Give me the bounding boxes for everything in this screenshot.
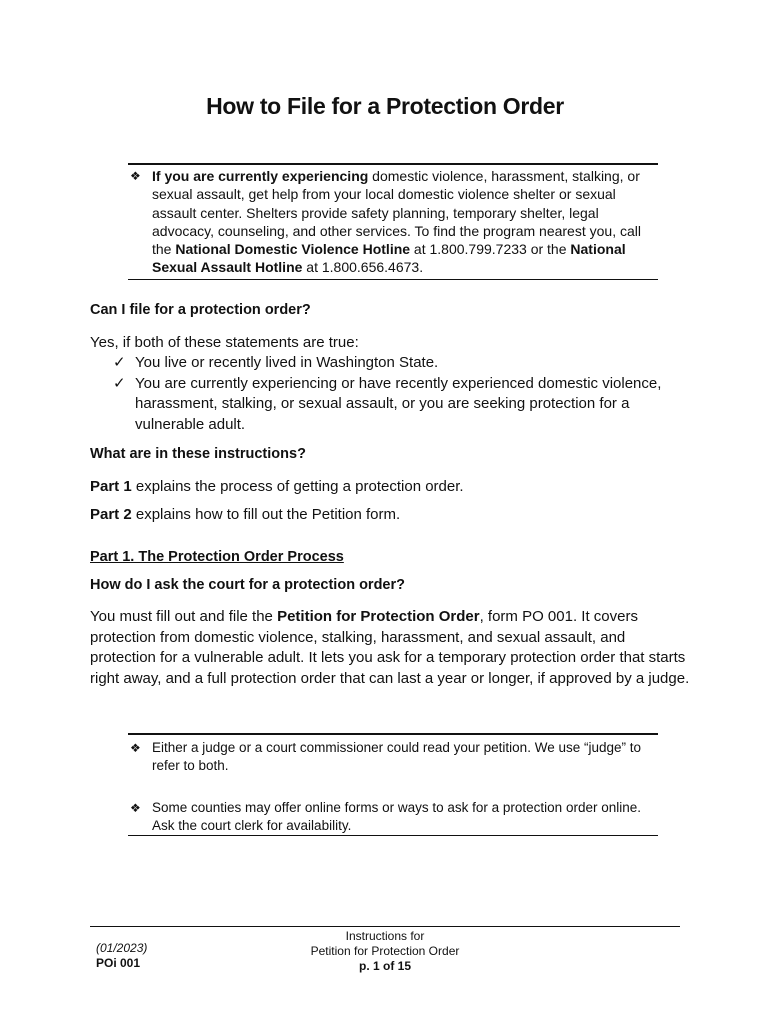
form-code: POi 001 xyxy=(96,956,141,970)
dv-hotline-name: National Domestic Violence Hotline xyxy=(175,241,411,258)
diamond-bullet-icon: ❖ xyxy=(130,169,141,183)
part1-summary xyxy=(90,477,690,498)
note-text: Either a judge or a court commissioner could read your petition. We use “judge” to refer to both. xyxy=(152,740,641,773)
eligibility-intro: Yes, if both of these statements are true: xyxy=(90,334,359,351)
page-title: How to File for a Protection Order xyxy=(206,93,564,119)
callout-text xyxy=(152,167,652,277)
checklist-item xyxy=(113,374,693,436)
callout-text-3: at 1.800.656.4673. xyxy=(302,259,424,276)
hotline-callout xyxy=(128,163,658,280)
petition-text-2: , form PO 001. It covers protection from domestic violence, stalking, harassment, and sexual assault, and protection for a vulnerable adult. It lets you ask for a temporary protection order that starts right away, and a full protection order that can last a year or longer, if approved by a judge. xyxy=(90,608,690,687)
instructions-heading: What are in these instructions? xyxy=(90,446,306,462)
footer-line-2: Petition for Protection Order xyxy=(310,944,460,958)
note-bullet xyxy=(128,799,658,835)
footer-center xyxy=(285,929,485,974)
petition-text-1: You must fill out and file the xyxy=(90,608,278,625)
page-number: p. 1 of 15 xyxy=(358,959,411,973)
part2-label: Part 2 xyxy=(90,506,132,523)
footer-divider xyxy=(90,926,680,927)
callout-text-1: domestic violence, harassment, stalking, or sexual assault, get help from your local domestic violence shelter or sexual assault center. Shelters provide safety planning, temporary shelter, legal advocacy, counseling, and other services. To find the program nearest you, call the xyxy=(152,168,641,258)
callout-lead: If you are currently experiencing xyxy=(152,168,369,184)
note-text: Some counties may offer online forms or ways to ask for a protection order online. Ask the court clerk for availability. xyxy=(152,800,641,833)
callout-text-2: at 1.800.799.7233 or the xyxy=(410,241,571,258)
diamond-bullet-icon: ❖ xyxy=(130,801,141,815)
part2-summary xyxy=(90,505,690,526)
part1-section-title: Part 1. The Protection Order Process xyxy=(90,549,344,565)
checklist-item xyxy=(113,353,693,374)
part1-summary-text: explains the process of getting a protection order. xyxy=(131,478,464,495)
sa-hotline-name: National Sexual Assault Hotline xyxy=(152,241,626,276)
diamond-bullet-icon: ❖ xyxy=(130,741,141,755)
notes-callout xyxy=(128,733,658,836)
revision-date: (01/2023) xyxy=(96,941,148,955)
note-bullet xyxy=(128,739,658,775)
checkmark-icon: ✓ xyxy=(113,354,126,371)
eligibility-checklist xyxy=(113,353,693,435)
footer-left xyxy=(96,941,147,971)
callout-bullet xyxy=(128,167,652,277)
petition-paragraph xyxy=(90,607,690,689)
checkmark-icon: ✓ xyxy=(113,374,126,392)
petition-form-name: Petition for Protection Order xyxy=(277,608,480,625)
eligibility-heading: Can I file for a protection order? xyxy=(90,302,311,318)
checklist-text: You are currently experiencing or have recently experienced domestic violence, harassment, stalking, or sexual assault, or you are seeking protection for a vulnerable adult. xyxy=(135,374,662,433)
checklist-text: You live or recently lived in Washington State. xyxy=(135,354,439,371)
part2-summary-text: explains how to fill out the Petition form. xyxy=(131,506,401,523)
footer-line-1: Instructions for xyxy=(345,929,425,943)
how-to-ask-heading: How do I ask the court for a protection order? xyxy=(90,577,405,593)
part1-label: Part 1 xyxy=(90,478,132,495)
